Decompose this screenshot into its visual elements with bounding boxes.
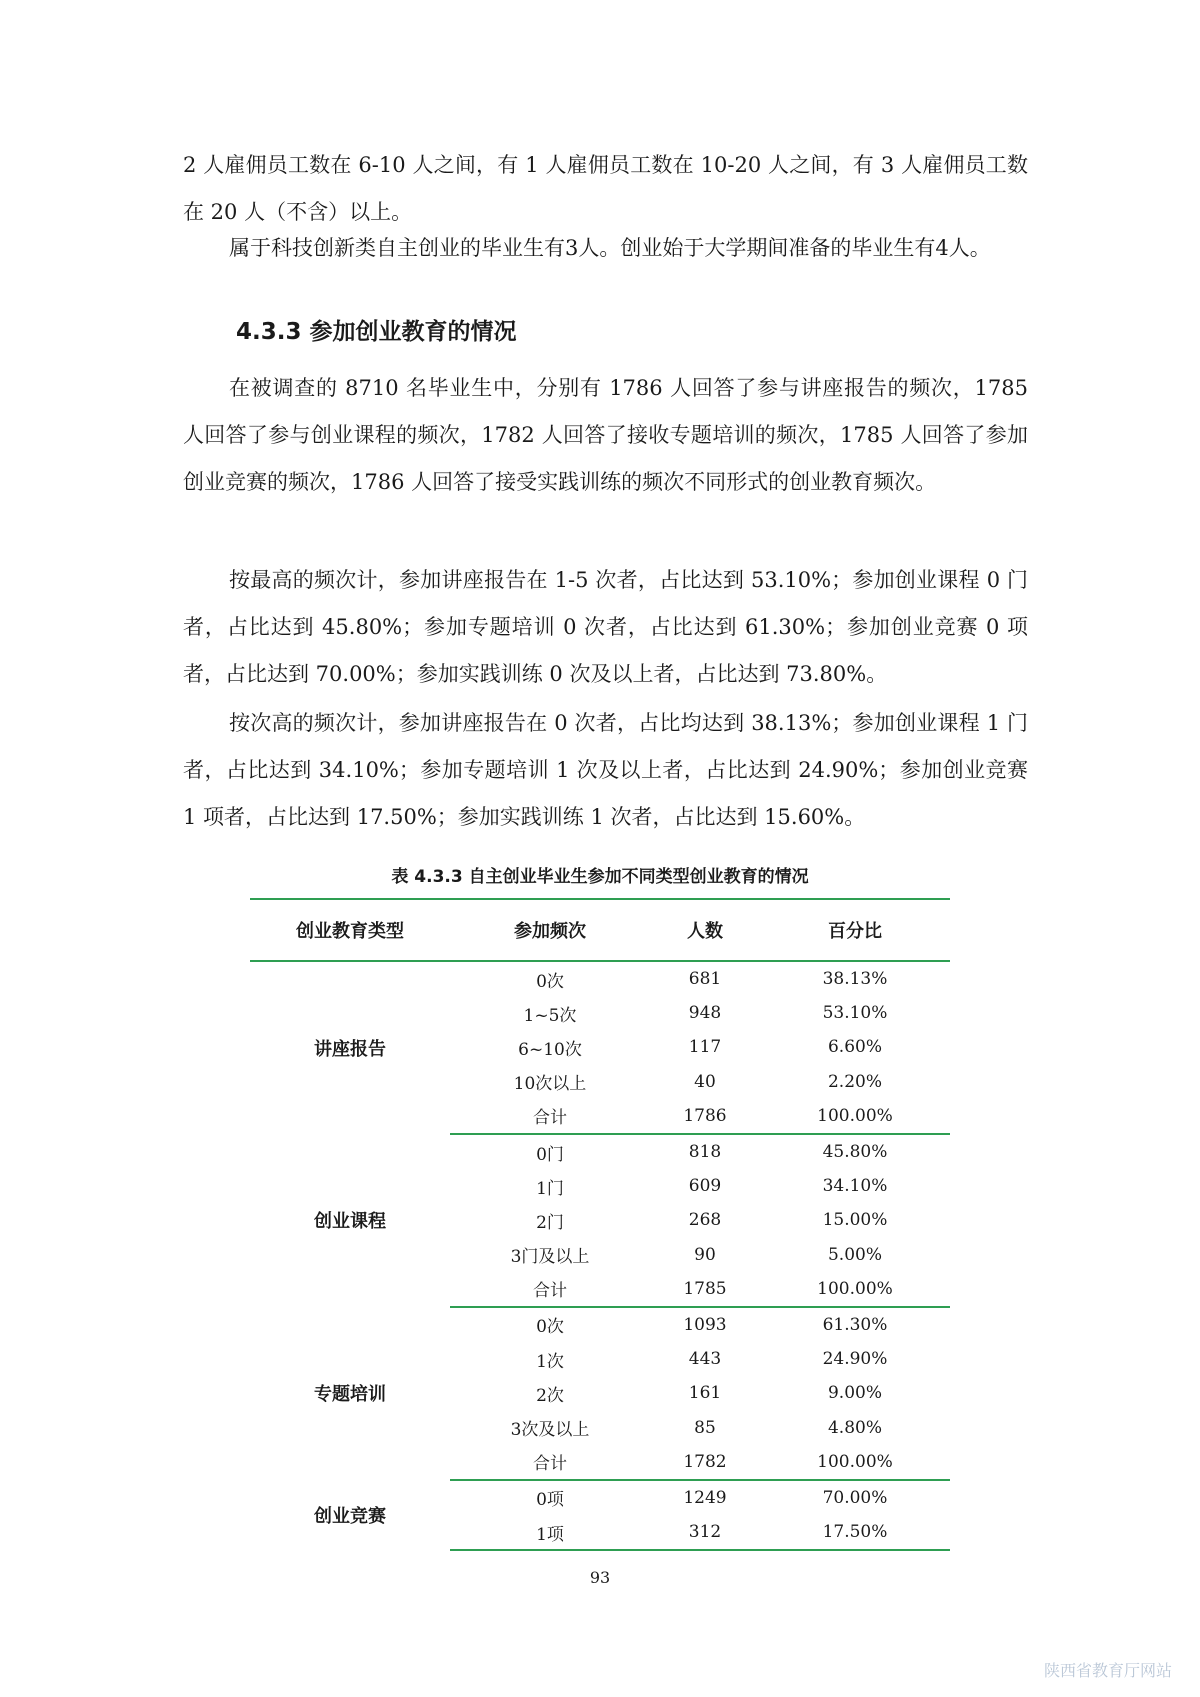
percent-cell: 4.80%	[827, 1417, 882, 1438]
frequency-cell: 1次	[536, 1351, 564, 1372]
percent-cell: 61.30%	[822, 1314, 888, 1335]
count-cell: 948	[688, 1003, 722, 1024]
percent-cell: 70.00%	[822, 1487, 888, 1508]
percent-cell: 34.10%	[822, 1176, 888, 1197]
frequency-cell: 3次及以上	[510, 1420, 590, 1441]
frequency-cell: 1门	[536, 1178, 564, 1199]
paragraph-survey: 在被调查的 8710 名毕业生中，分别有 1786 人回答了参与讲座报告的频次，1785 人回答了参与创业课程的频次，1782 人回答了接收专题培训的频次，1785 人回答了参加创业竞赛的频次，1786 人回答了接受实践训练的频次不同形式的创业教育频次。	[183, 376, 1028, 494]
percent-cell: 9.00%	[827, 1383, 882, 1404]
count-cell: 90	[694, 1244, 716, 1265]
percent-cell: 6.60%	[827, 1037, 882, 1058]
column-header-frequency: 参加频次	[450, 899, 650, 961]
frequency-cell: 0次	[536, 1317, 564, 1338]
count-cell: 1785	[650, 1272, 760, 1307]
frequency-cell: 1项	[450, 1515, 650, 1550]
frequency-cell: 6~10次	[518, 1039, 582, 1060]
frequency-cell: 0门	[536, 1144, 564, 1165]
frequency-cell: 1~5次	[523, 1005, 577, 1026]
count-cell: 443	[688, 1349, 722, 1370]
column-header-type: 创业教育类型	[250, 899, 450, 961]
percent-cell: 53.10%	[822, 1003, 888, 1024]
count-cell: 161	[688, 1383, 722, 1404]
section-heading: 4.3.3 参加创业教育的情况	[236, 319, 517, 345]
frequency-cell: 0次	[536, 971, 564, 992]
table-caption: 表 4.3.3 自主创业毕业生参加不同类型创业教育的情况	[391, 867, 809, 887]
category-cell: 创业课程	[314, 1211, 386, 1233]
count-cell: 40	[694, 1071, 716, 1092]
count-cell: 312	[650, 1515, 760, 1550]
frequency-cell: 0项	[536, 1490, 564, 1511]
frequency-cell: 10次以上	[513, 1074, 587, 1095]
percent-cell: 45.80%	[822, 1142, 888, 1163]
paragraph-highest-frequency: 按最高的频次计，参加讲座报告在 1-5 次者，占比达到 53.10%；参加创业课程 0 门者，占比达到 45.80%；参加专题培训 0 次者，占比达到 61.30%；参加创业竞赛 0 项者，占比达到 70.00%；参加实践训练 0 次及以上者，占比达到 73.80%。	[183, 568, 1028, 686]
paragraph-tech-innovation: 属于科技创新类自主创业的毕业生有3人。创业始于大学期间准备的毕业生有4人。	[229, 236, 991, 260]
percent-cell: 100.00%	[760, 1099, 950, 1134]
percent-cell: 38.13%	[822, 969, 888, 990]
count-cell: 117	[688, 1037, 722, 1058]
paragraph-employees: 2 人雇佣员工数在 6-10 人之间，有 1 人雇佣员工数在 10-20 人之间，有 3 人雇佣员工数在 20 人（不含）以上。	[183, 153, 1028, 224]
category-cell: 专题培训	[314, 1384, 386, 1406]
percent-cell: 5.00%	[827, 1244, 882, 1265]
count-cell: 268	[688, 1210, 722, 1231]
column-header-percent: 百分比	[760, 899, 950, 961]
frequency-cell: 3门及以上	[510, 1247, 590, 1268]
count-cell: 1093	[683, 1314, 727, 1335]
count-cell: 1249	[683, 1487, 727, 1508]
frequency-cell: 合计	[450, 1099, 650, 1134]
count-cell: 85	[694, 1417, 716, 1438]
table-row	[250, 1134, 950, 1169]
percent-cell: 15.00%	[822, 1210, 888, 1231]
table-header-row	[250, 899, 950, 961]
frequency-cell: 2次	[536, 1385, 564, 1406]
percent-cell: 100.00%	[760, 1272, 950, 1307]
count-cell: 681	[688, 969, 722, 990]
page-number: 93	[589, 1568, 611, 1587]
education-type-table	[250, 898, 950, 1551]
percent-cell: 2.20%	[827, 1071, 882, 1092]
frequency-cell: 合计	[450, 1445, 650, 1480]
table-row	[250, 1480, 950, 1515]
count-cell: 1782	[650, 1445, 760, 1480]
table-row	[250, 1307, 950, 1342]
watermark: 陕西省教育厅网站	[1043, 1661, 1172, 1680]
table-body	[250, 961, 950, 1550]
percent-cell: 100.00%	[760, 1445, 950, 1480]
column-header-count: 人数	[650, 899, 760, 961]
count-cell: 609	[688, 1176, 722, 1197]
paragraph-second-frequency: 按次高的频次计，参加讲座报告在 0 次者，占比均达到 38.13%；参加创业课程 1 门者，占比达到 34.10%；参加专题培训 1 次及以上者，占比达到 24.90%；参加创业竞赛 1 项者，占比达到 17.50%；参加实践训练 1 次者，占比达到 15.60%。	[183, 711, 1028, 829]
count-cell: 1786	[650, 1099, 760, 1134]
frequency-cell: 2门	[536, 1212, 564, 1233]
frequency-cell: 合计	[450, 1272, 650, 1307]
category-cell: 创业竞赛	[314, 1506, 386, 1527]
percent-cell: 24.90%	[822, 1349, 888, 1370]
percent-cell: 17.50%	[760, 1515, 950, 1550]
table-row	[250, 961, 950, 996]
count-cell: 818	[688, 1142, 722, 1163]
category-cell: 讲座报告	[314, 1038, 386, 1060]
